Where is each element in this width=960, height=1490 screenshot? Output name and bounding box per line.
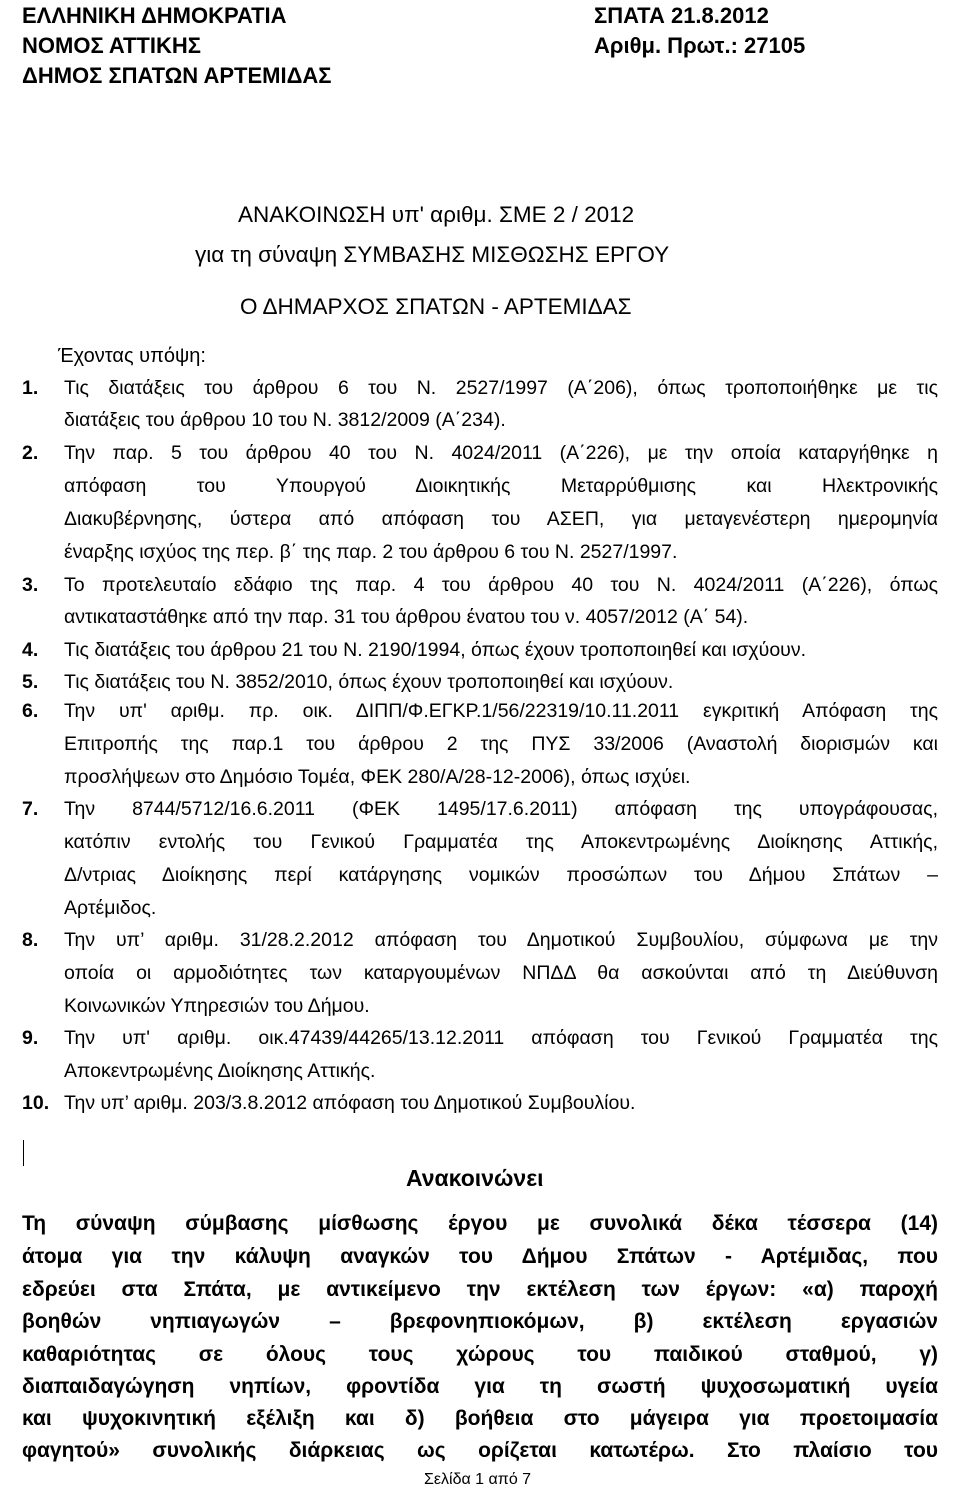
item-number: 2. <box>22 442 39 464</box>
item-line: Τις διατάξεις του Ν. 3852/2010, όπως έχουν τροποποιηθεί και ισχύουν. <box>64 671 674 693</box>
item-line: Διακυβέρνησης, ύστερα από απόφαση του ΑΣΕΠ, για μεταγενέστερη ημερομηνία <box>64 508 938 530</box>
item-number: 5. <box>22 671 39 693</box>
text-cursor <box>23 1140 24 1166</box>
announces-heading: Ανακοινώνει <box>406 1165 544 1191</box>
header-municipality: ΔΗΜΟΣ ΣΠΑΤΩΝ ΑΡΤΕΜΙΔΑΣ <box>22 63 332 88</box>
header-prefecture: ΝΟΜΟΣ ΑΤΤΙΚΗΣ <box>22 33 201 58</box>
paragraph-line: άτομα για την κάλυψη αναγκών του Δήμου Σπάτων - Αρτέμιδας, που <box>22 1245 938 1268</box>
item-number: 1. <box>22 377 39 399</box>
item-line: Τις διατάξεις του άρθρου 21 του Ν. 2190/1994, όπως έχουν τροποποιηθεί και ισχύουν. <box>64 639 806 661</box>
item-line: Τις διατάξεις του άρθρου 6 του Ν. 2527/1997 (Α΄206), όπως τροποποιήθηκε με τις <box>64 377 938 399</box>
announcement-title: ΑΝΑΚΟΙΝΩΣΗ υπ' αριθμ. ΣΜΕ 2 / 2012 <box>238 202 635 227</box>
item-number: 10. <box>22 1092 50 1114</box>
item-number: 4. <box>22 639 39 661</box>
item-line: Επιτροπής της παρ.1 του άρθρου 2 της ΠΥΣ 33/2006 (Αναστολή διορισμών και <box>64 733 938 755</box>
announcement-subtitle: για τη σύναψη ΣΥΜΒΑΣΗΣ ΜΙΣΘΩΣΗΣ ΕΡΓΟΥ <box>195 242 670 267</box>
item-number: 6. <box>22 700 39 722</box>
item-line: αντικαταστάθηκε από την παρ. 31 του άρθρου ένατου του ν. 4057/2012 (Α΄ 54). <box>64 606 749 628</box>
header-protocol-number: Αριθμ. Πρωτ.: 27105 <box>594 33 806 58</box>
paragraph-line: φαγητού» συνολικής διάρκειας ως ορίζεται κατωτέρω. Στο πλαίσιο του <box>22 1439 938 1462</box>
item-line: Κοινωνικών Υπηρεσιών του Δήμου. <box>64 995 370 1017</box>
item-line: Την υπ' αριθμ. οικ.47439/44265/13.12.2011 απόφαση του Γενικού Γραμματέα της <box>64 1027 938 1049</box>
item-line: διατάξεις του άρθρου 10 του Ν. 3812/2009 (Α΄234). <box>64 409 506 431</box>
item-number: 8. <box>22 929 39 951</box>
item-line: Την υπ' αριθμ. πρ. οικ. ΔΙΠΠ/Φ.ΕΓΚΡ.1/56/22319/10.11.2011 εγκριτική Απόφαση της <box>64 700 938 722</box>
item-line: Την υπ’ αριθμ. 203/3.8.2012 απόφαση του Δημοτικού Συμβουλίου. <box>64 1092 636 1114</box>
item-line: κατόπιν εντολής του Γενικού Γραμματέα της Αποκεντρωμένης Διοίκησης Αττικής, <box>64 831 938 853</box>
item-line: Δ/ντριας Διοίκησης περί κατάργησης νομικών προσώπων του Δήμου Σπάτων – <box>64 864 938 886</box>
paragraph-line: διαπαιδαγώγηση νηπίων, φροντίδα για τη σωστή ψυχοσωματική υγεία <box>22 1375 938 1398</box>
item-line: Αποκεντρωμένης Διοίκησης Αττικής. <box>64 1060 376 1082</box>
paragraph-line: βοηθών νηπιαγωγών – βρεφονηπιοκόμων, β) εκτέλεση εργασιών <box>22 1310 938 1333</box>
paragraph-line: και ψυχοκινητική εξέλιξη και δ) βοήθεια στο μάγειρα για προετοιμασία <box>22 1407 938 1430</box>
item-line: απόφαση του Υπουργού Διοικητικής Μεταρρύθμισης και Ηλεκτρονικής <box>64 475 938 497</box>
paragraph-line: εδρεύει στα Σπάτα, με αντικείμενο την εκτέλεση των έργων: «α) παροχή <box>22 1278 938 1301</box>
item-line: Την 8744/5712/16.6.2011 (ΦΕΚ 1495/17.6.2011) απόφαση της υπογράφουσας, <box>64 798 938 820</box>
item-line: Το προτελευταίο εδάφιο της παρ. 4 του άρθρου 40 του Ν. 4024/2011 (Α΄226), όπως <box>64 574 938 596</box>
item-line: Την παρ. 5 του άρθρου 40 του Ν. 4024/2011 (Α΄226), με την οποία καταργήθηκε η <box>64 442 938 464</box>
item-number: 9. <box>22 1027 39 1049</box>
item-line: οποία οι αρμοδιότητες των καταργουμένων ΝΠΔΔ θα ασκούνται από τη Διεύθυνση <box>64 962 938 984</box>
considering-label: Έχοντας υπόψη: <box>58 345 206 367</box>
paragraph-line: καθαριότητας σε όλους τους χώρους του παιδικού σταθμού, γ) <box>22 1343 938 1366</box>
item-number: 7. <box>22 798 39 820</box>
item-number: 3. <box>22 574 39 596</box>
header-date: ΣΠΑΤΑ 21.8.2012 <box>594 3 769 28</box>
item-line: Την υπ’ αριθμ. 31/28.2.2012 απόφαση του Δημοτικού Συμβουλίου, σύμφωνα με την <box>64 929 938 951</box>
item-line: έναρξης ισχύος της περ. β΄ της παρ. 2 του άρθρου 6 του Ν. 2527/1997. <box>64 541 678 563</box>
mayor-heading: Ο ΔΗΜΑΡΧΟΣ ΣΠΑΤΩΝ - ΑΡΤΕΜΙΔΑΣ <box>240 294 632 319</box>
page-footer: Σελίδα 1 από 7 <box>424 1471 532 1488</box>
item-line: Αρτέμιδος. <box>64 897 157 919</box>
paragraph-line: Τη σύναψη σύμβασης μίσθωσης έργου με συνολικά δέκα τέσσερα (14) <box>22 1212 938 1235</box>
header-country: ΕΛΛΗΝΙΚΗ ΔΗΜΟΚΡΑΤΙΑ <box>22 3 287 28</box>
item-line: προσλήψεων στο Δημόσιο Τομέα, ΦΕΚ 280/Α/28-12-2006), όπως ισχύει. <box>64 766 691 788</box>
